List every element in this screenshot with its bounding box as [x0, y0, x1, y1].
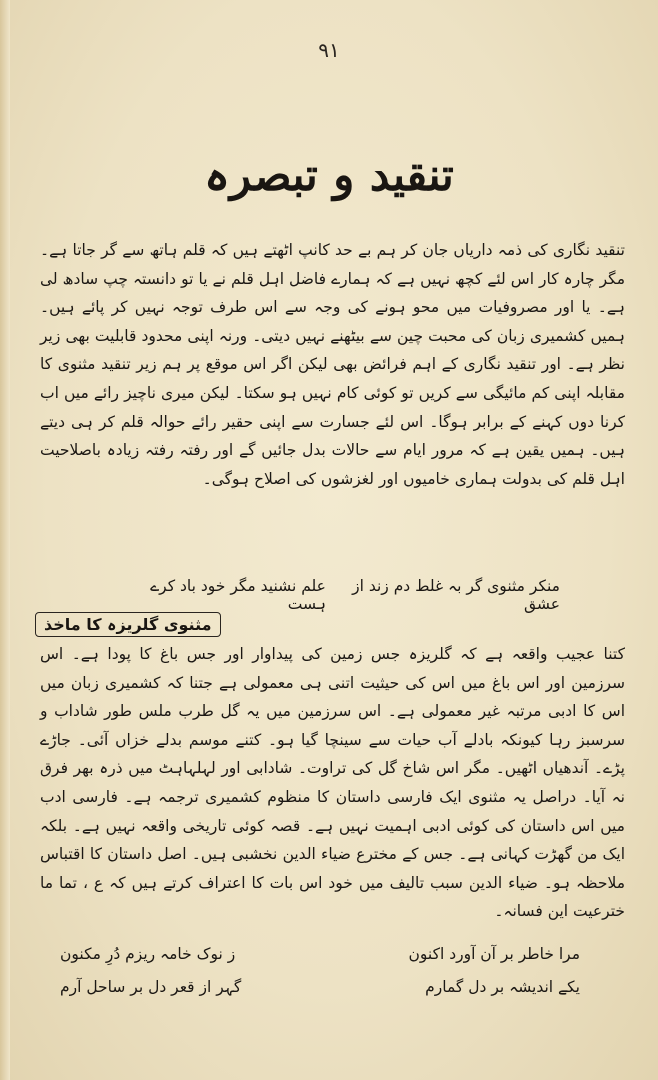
verse-3-left: گہر از قعر دل بر ساحل آرم — [60, 978, 242, 996]
paragraph-1-text: تنقید نگاری کی ذمہ داریاں جان کر ہم بے حد کانپ اٹھتے ہیں کہ قلم ہاتھ سے گر جاتا ہے۔ مگر چارہ کار اس لئے کچھ نہیں ہے کہ ہمارے فاضل اہل قلم نے یا تو دانستہ چپ سادھ لی ہے۔ یا اور مصروفیات میں محو ہونے کی وجہ سے اس طرف توجہ نہیں کر پائے ہیں۔ ہمیں کشمیری زبان کی محبت چین سے بیٹھنے نہیں دیتی۔ ورنہ اپنی محدود قابلیت بھی زیر نظر ہے۔ اور تنقید نگاری کے اہم فرائض بھی لیکن اگر اس موقع پر ہم زیر تنقید مثنوی کا مقابلہ اپنی کم مائیگی سے کریں تو کوئی کام نہیں ہو سکتا۔ لیکن میری ناچیز رائے میں اب کرنا دوں کہنے کے برابر ہوگا۔ اس لئے جسارت سے اپنی حقیر رائے حوالہ قلم کر ہی دیتے ہیں۔ ہمیں یقین ہے کہ مرور ایام سے حالات بدل جائیں گے اور رفتہ رفتہ زیادہ باصلاحیت اہل قلم کی بدولت ہماری خامیوں اور لغزشوں کی اصلاح ہوگی۔ — [40, 241, 625, 488]
paragraph-1 — [40, 236, 625, 566]
verse-2 — [60, 945, 580, 963]
verse-3-right: یکے اندیشہ بر دل گمارم — [425, 978, 580, 996]
verse-2-left: ز نوک خامہ ریزم دُرِ مکنون — [60, 945, 236, 963]
verse-1 — [120, 577, 560, 613]
verse-2-right: مرا خاطر بر آن آورد اکنون — [408, 945, 580, 963]
section-heading: مثنوی گلریزہ کا ماخذ — [35, 612, 221, 637]
page-number: ۹۱ — [318, 38, 340, 62]
paragraph-2-text: کتنا عجیب واقعہ ہے کہ گلریزہ جس زمین کی پیداوار اور جس باغ کا پودا ہے۔ اس سرزمین اور اس باغ میں اس کی حیثیت اتنی ہی معمولی ہے جتنا کہ کشمیری زبان میں اس کا ادبی مرتبہ غیر معمولی ہے۔ اس سرزمین میں یہ گل طرب ملس طور شاداب و سرسبز رہا کیونکہ بادلے آب حیات سے سینچا گیا ہو۔ کتنے موسم بدلے خزاں آئی۔ جاڑے پڑے۔ آندھیاں اٹھیں۔ مگر اس شاخ گل کی تراوت۔ شادابی اور لہلہاہٹ میں ذرہ بھر فرق نہ آیا۔ دراصل یہ مثنوی ایک فارسی داستان کا منظوم کشمیری ترجمہ ہے۔ فارسی ادب میں اس داستان کی کوئی ادبی اہمیت نہیں ہے۔ قصہ کوئی تاریخی واقعہ نہیں ہے۔ بلکہ ایک من گھڑت کہانی ہے۔ جس کے مخترع ضیاء الدین نخشبی ہیں۔ اصل داستان کا اقتباس ملاحظہ ہو۔ ضیاء الدین سبب تالیف میں خود اس بات کا اعتراف کرتے ہیں کہ ع ، تما ما خترعیت این فسانہ۔ — [40, 645, 625, 921]
verse-3 — [60, 978, 580, 996]
page-title: تنقید و تبصرہ — [204, 150, 454, 201]
verse-1-left: علم نشنید مگر خود باد کرے ہست — [150, 577, 326, 613]
verse-1-right: منکر مثنوی گر بہ غلط دم زند از عشق — [352, 577, 560, 613]
